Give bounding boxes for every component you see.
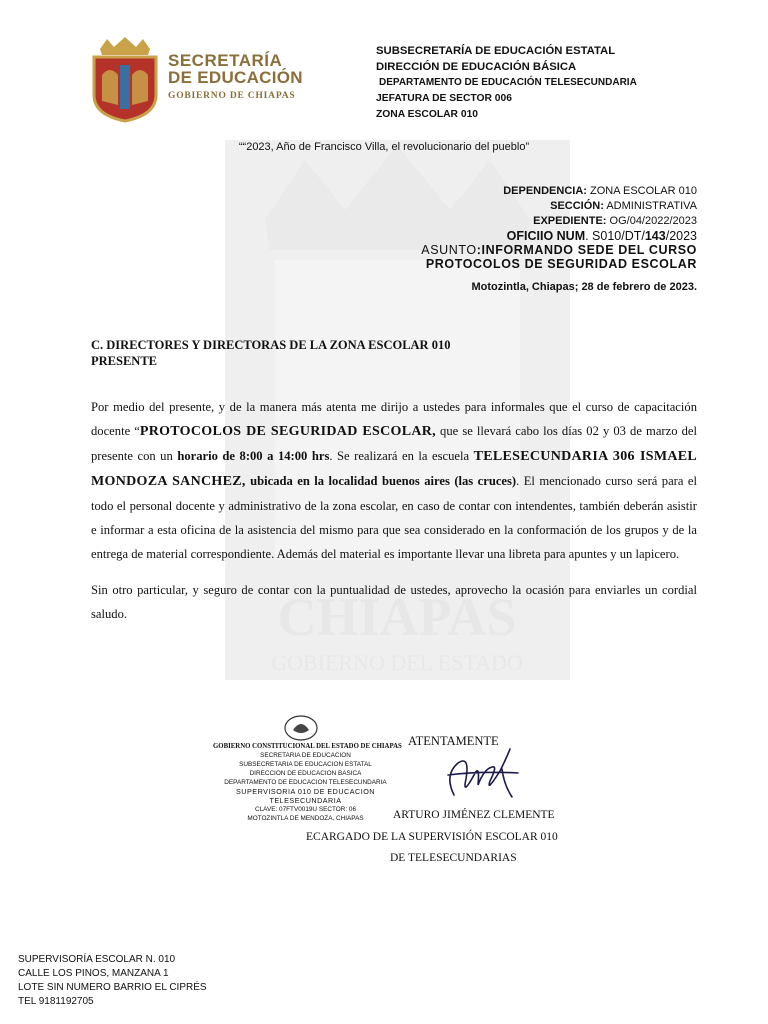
- year-motto: ““2023, Año de Francisco Villa, el revolucionario del pueblo”: [238, 141, 530, 153]
- stamp-line-4: DIRECCION DE EDUCACION BASICA: [249, 770, 362, 777]
- p1-course-name: PROTOCOLOS DE SEGURIDAD ESCOLAR,: [139, 424, 436, 439]
- seccion-label: SECCIÓN:: [550, 200, 604, 212]
- p1-text-i: . El mencionado curso será para el todo el personal docente y administrativo de la zona escolar, en caso de contar con intendentes, también deberán asistir e informar a esta oficina de la asistencia del mismo para que sea considerado en la conformación de los grupos y de la entrega de material correspondiente. Además del material es importante llevar una libreta para apuntes y un lapicero.: [91, 474, 698, 561]
- dependencia-value: ZONA ESCOLAR 010: [590, 185, 697, 197]
- signer-role-line-2: DE TELESECUNDARIAS: [390, 852, 517, 864]
- official-stamp: [213, 742, 402, 823]
- watermark-title: CHIAPAS: [277, 587, 517, 647]
- logo-de-educacion: DE EDUCACIÓN: [168, 68, 303, 87]
- meta-dependencia: [421, 184, 697, 199]
- p1-text-c: que se llevará cabo los días 02 y 03 de marzo del presente con un: [91, 424, 697, 463]
- watermark-subtitle: GOBIERNO DEL ESTADO: [271, 650, 523, 675]
- closing-atentamente: ATENTAMENTE: [408, 734, 499, 748]
- meta-asunto: [421, 243, 697, 257]
- p1-text-e: . Se realizará en la escuela: [329, 449, 474, 463]
- header-line-4: JEFATURA DE SECTOR 006: [376, 93, 512, 104]
- p1-location: ubicada en la localidad buenos aires (las cruces): [250, 474, 517, 488]
- footer-address: [18, 953, 207, 1009]
- footer-line-1: SUPERVISORÍA ESCOLAR N. 010: [18, 954, 176, 965]
- stamp-line-7: TELESECUNDARIA: [269, 796, 342, 805]
- meta-oficio: [421, 229, 697, 243]
- footer-line-2: CALLE LOS PINOS, MANZANA 1: [18, 968, 169, 979]
- logo-secretaria: SECRETARÍA: [168, 51, 283, 70]
- addressee-line-1: C. DIRECTORES Y DIRECTORAS DE LA ZONA ESCOLAR 010: [91, 338, 451, 352]
- addressee-line-2: PRESENTE: [91, 354, 157, 368]
- stamp-line-3: SUBSECRETARIA DE EDUCACION ESTATAL: [239, 761, 372, 768]
- header-line-2: DIRECCIÓN DE EDUCACIÓN BÁSICA: [376, 61, 577, 73]
- addressee: [91, 337, 450, 369]
- stamp-line-5: DEPARTAMENTO DE EDUCACION TELESECUNDARIA: [224, 779, 387, 786]
- logo-gobierno: GOBIERNO DE CHIAPAS: [168, 91, 296, 101]
- header-line-5: ZONA ESCOLAR 010: [376, 109, 479, 120]
- chiapas-seal-icon: [90, 35, 160, 123]
- p1-schedule: horario de 8:00 a 14:00 hrs: [177, 449, 330, 463]
- eagle-emblem-icon: [283, 714, 319, 742]
- meta-expediente: [421, 214, 697, 229]
- body-paragraph-2: Sin otro particular, y seguro de contar con la puntualidad de ustedes, aprovecho la ocasión para enviarles un cordial saludo.: [91, 583, 697, 621]
- meta-seccion: [421, 199, 697, 214]
- signer-role: ECARGADO DE LA SUPERVISIÓN ESCOLAR 010: [306, 831, 558, 843]
- seccion-value: ADMINISTRATIVA: [606, 200, 697, 212]
- place-date: Motozintla, Chiapas; 28 de febrero de 2023.: [471, 281, 697, 293]
- header-line-1: SUBSECRETARÍA DE EDUCACIÓN ESTATAL: [376, 45, 616, 57]
- footer-line-4: TEL 9181192705: [18, 996, 94, 1007]
- expediente-label: EXPEDIENTE:: [533, 215, 607, 227]
- oficio-prefix: . S010/DT/: [585, 229, 645, 243]
- asunto-label: ASUNTO: [421, 243, 477, 257]
- stamp-line-1: GOBIERNO CONSTITUCIONAL DEL ESTADO DE CHIAPAS: [213, 743, 402, 750]
- letter-body: [91, 395, 697, 626]
- asunto-line-2: PROTOCOLOS DE SEGURIDAD ESCOLAR: [425, 257, 697, 271]
- body-paragraph-1: [91, 395, 697, 566]
- p1-school-name: TELESECUNDARIA 306 ISMAEL MONDOZA SANCHEZ,: [91, 449, 698, 489]
- header-line-3: DEPARTAMENTO DE EDUCACIÓN TELESECUNDARIA: [379, 77, 637, 88]
- oficio-label: OFICIIO NUM: [506, 229, 586, 243]
- footer-line-3: LOTE SIN NUMERO BARRIO EL CIPRÉS: [18, 982, 207, 993]
- p1-text-a: Por medio del presente, y de la manera más atenta me dirijo a ustedes para informales que el curso de capacitación docente “: [91, 400, 697, 438]
- handwritten-signature: [440, 745, 520, 805]
- document-metadata: [421, 184, 697, 271]
- stamp-line-6: SUPERVISORIA 010 DE EDUCACION: [236, 787, 375, 796]
- stamp-line-9: MOTOZINTLA DE MENDOZA, CHIAPAS: [247, 815, 364, 822]
- stamp-line-8: CLAVE: 07FTV0019U SECTOR: 06: [255, 806, 356, 813]
- stamp-line-2: SECRETARIA DE EDUCACION: [260, 752, 351, 759]
- letterhead-header: [376, 43, 637, 123]
- logo-wordmark: [168, 52, 303, 101]
- asunto-line-1: :INFORMANDO SEDE DEL CURSO: [476, 243, 697, 257]
- oficio-suffix: /2023: [665, 229, 697, 243]
- dependencia-label: DEPENDENCIA:: [503, 185, 587, 197]
- signer-name: ARTURO JIMÉNEZ CLEMENTE: [393, 809, 555, 821]
- expediente-value: OG/04/2022/2023: [609, 215, 697, 227]
- oficio-number: 143: [644, 229, 666, 243]
